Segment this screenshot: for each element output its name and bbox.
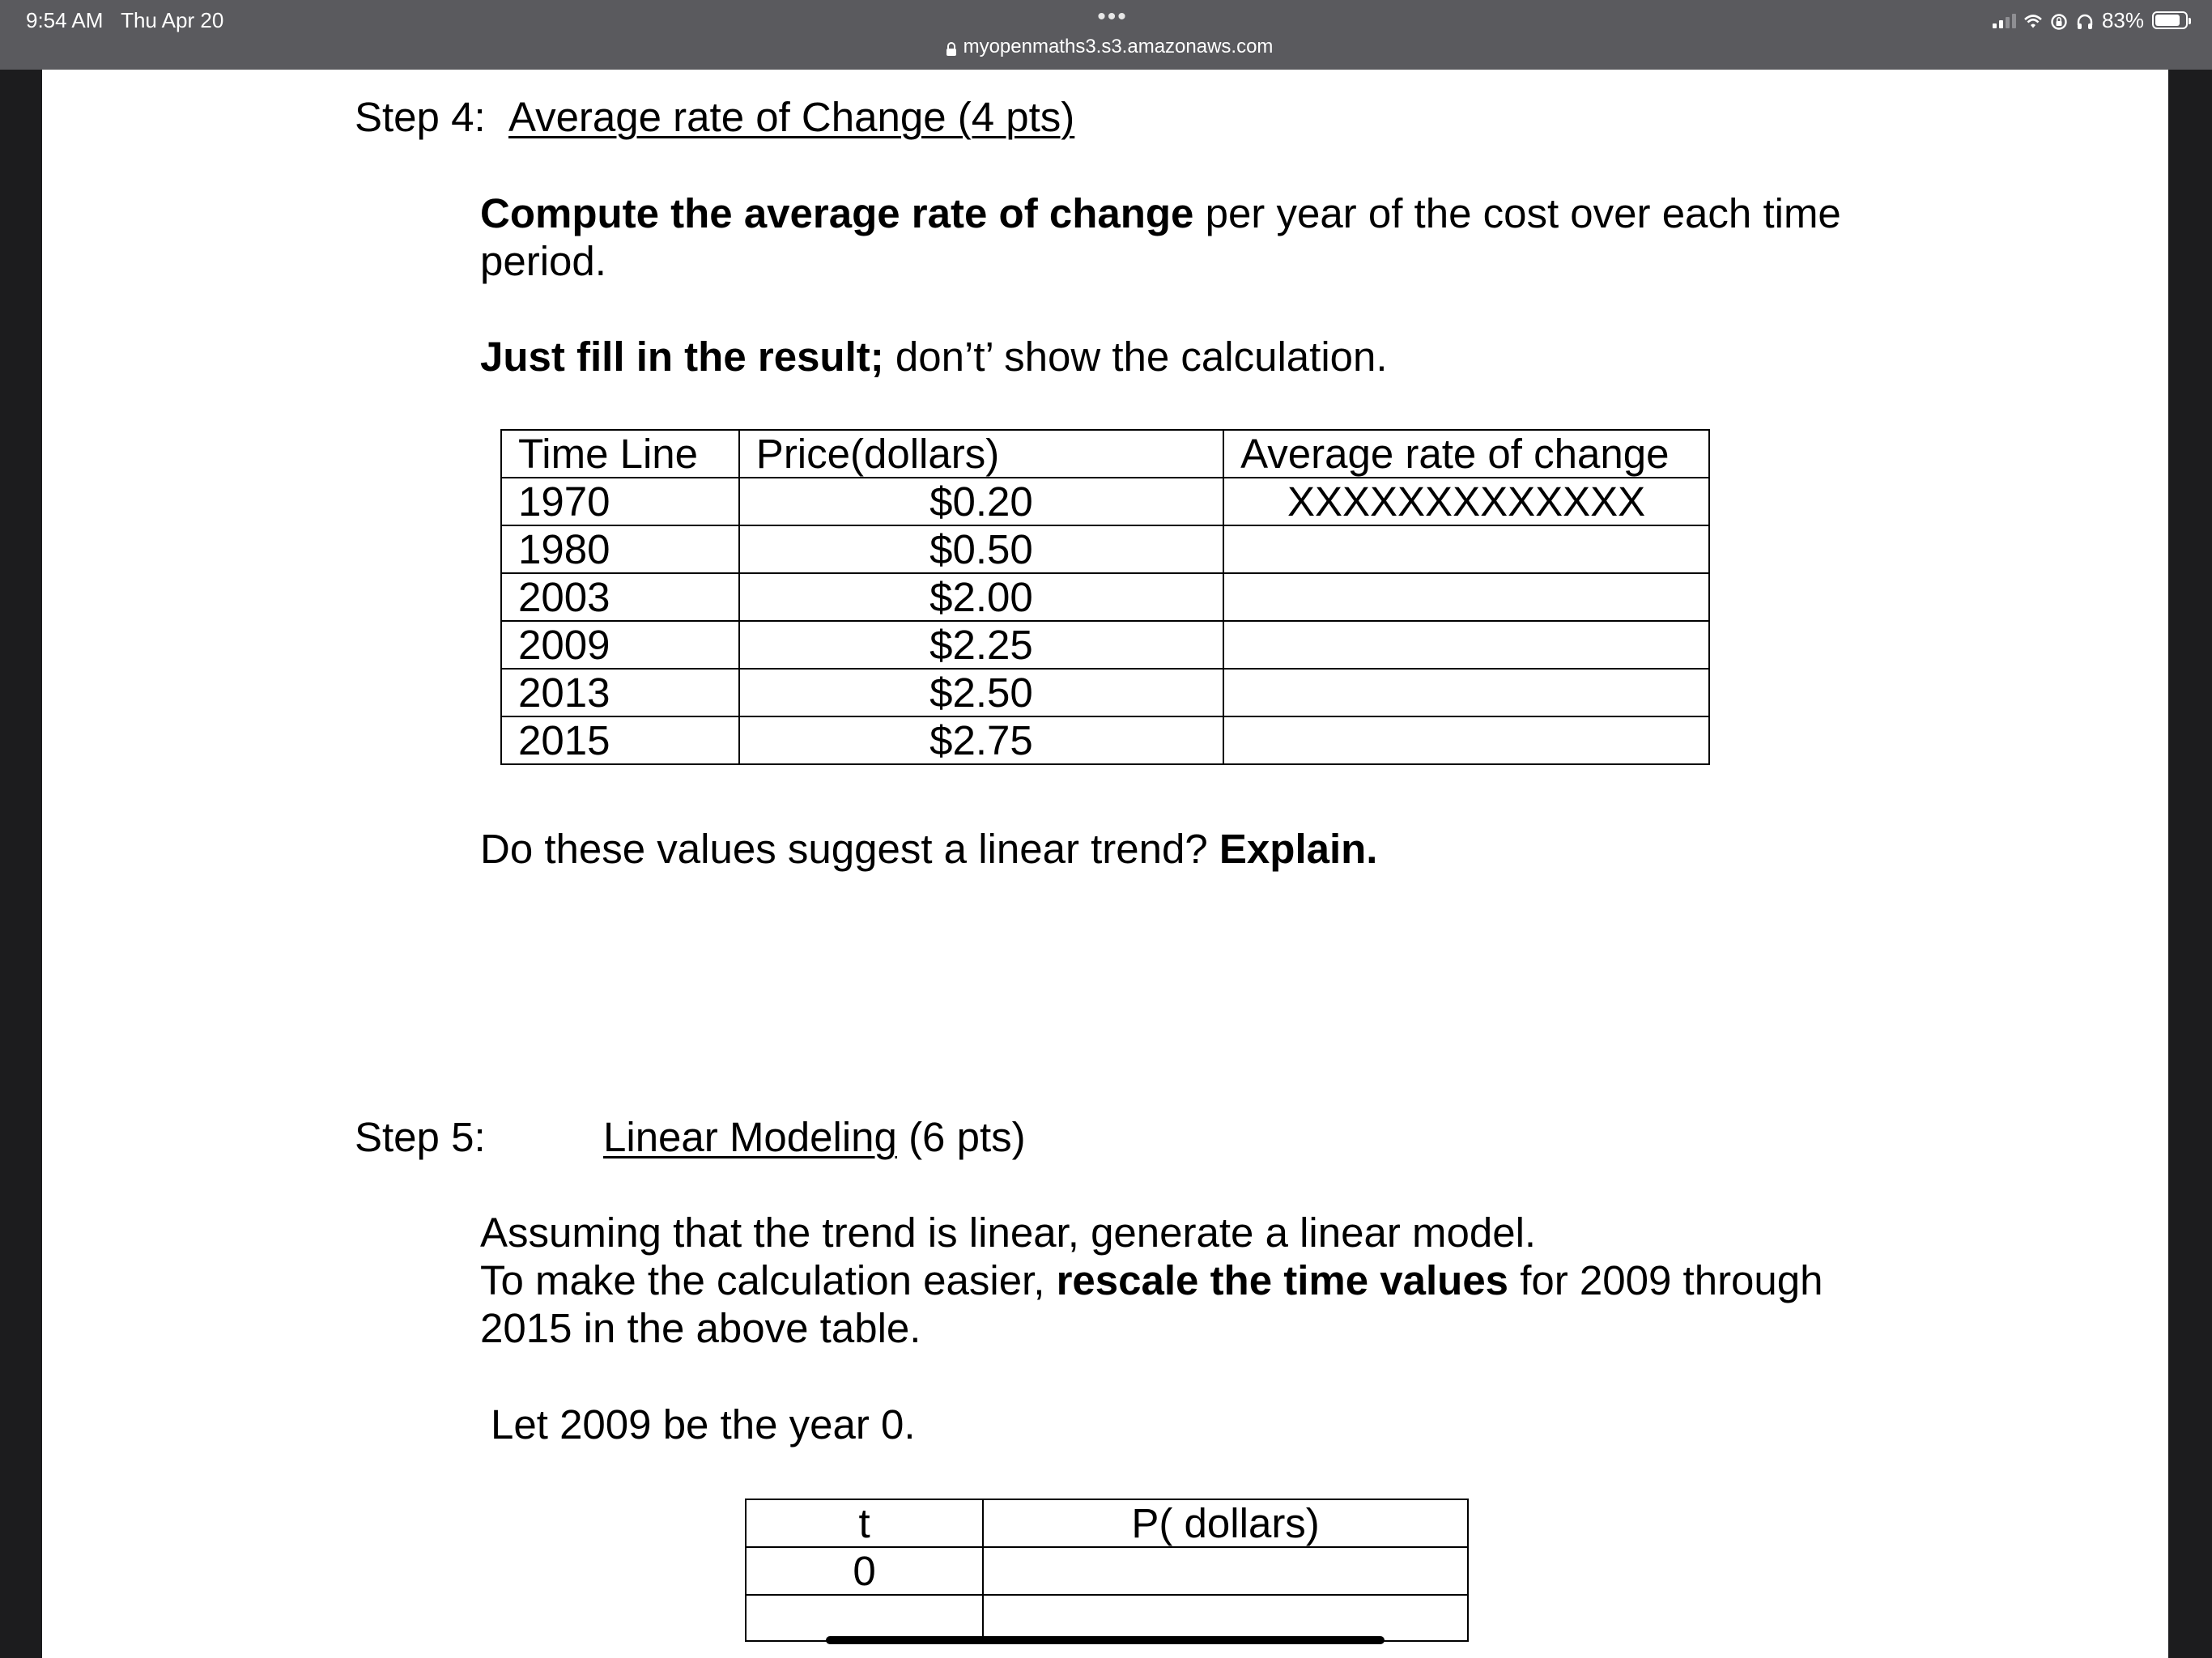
step4-instruction-line2: period. [480,238,606,284]
step4-instruction [480,190,1841,238]
question-bold: Explain. [1219,826,1378,872]
price-cell: $2.75 [739,716,1223,764]
year-cell: 2003 [501,573,739,621]
step5-heading [603,1114,1026,1162]
price-cell: $2.25 [739,621,1223,669]
headphones-icon [2076,11,2094,29]
step5-label: Step 5: [355,1114,486,1160]
table-header-row [746,1499,1468,1547]
price-cell: $2.50 [739,669,1223,716]
url-text: myopenmaths3.s3.amazonaws.com [963,36,1274,57]
rate-cell [1223,621,1709,669]
url-bar[interactable] [939,32,1279,62]
rescaled-time-table [745,1499,1469,1642]
year-cell: 2015 [501,716,739,764]
table-row [501,669,1709,716]
step4-fill-note [480,334,1388,381]
price-cell: $0.50 [739,525,1223,573]
step4-label: Step 4: [355,94,486,140]
status-time: 9:54 AM [26,8,104,32]
step4-title: Average rate of Change (4 pts) [508,94,1075,140]
cellular-signal-icon [1993,12,2016,28]
rate-of-change-table [500,429,1710,765]
step4-heading [355,94,1074,142]
step5-points: (6 pts) [896,1114,1026,1160]
line2-post: for 2009 through [1508,1257,1823,1303]
header-t: t [746,1499,983,1547]
more-dots-icon[interactable]: ••• [1097,3,1128,30]
lock-icon [946,40,957,54]
linear-trend-question [480,826,1377,874]
fill-note-bold: Just fill in the result; [480,334,884,380]
table-row [746,1547,1468,1595]
line2-pre: To make the calculation easier, [480,1257,1057,1303]
status-bar [0,0,2212,70]
t-cell: 0 [746,1547,983,1595]
header-time-line: Time Line [501,430,739,478]
p-cell [983,1547,1468,1595]
battery-icon [2152,11,2188,29]
instruction-bold: Compute the average rate of change [480,190,1194,236]
header-price: Price(dollars) [739,430,1223,478]
table-row [501,716,1709,764]
table-header-row [501,430,1709,478]
header-average-rate: Average rate of change [1223,430,1709,478]
instruction-rest: per year of the cost over each time [1193,190,1841,236]
let-year-zero: Let 2009 be the year 0. [491,1401,916,1448]
document-page [42,70,2168,1658]
price-cell: $0.20 [739,478,1223,525]
p-cell [983,1595,1468,1641]
year-cell: 1980 [501,525,739,573]
step5-title: Linear Modeling [603,1114,897,1160]
home-indicator[interactable] [826,1636,1385,1644]
year-cell: 1970 [501,478,739,525]
rate-cell [1223,669,1709,716]
year-cell: 2013 [501,669,739,716]
line2-bold: rescale the time values [1056,1257,1509,1303]
table-row [501,478,1709,525]
price-cell: $2.00 [739,573,1223,621]
wifi-icon [2024,11,2042,29]
orientation-lock-icon [2050,11,2068,29]
year-cell: 2009 [501,621,739,669]
rate-cell [1223,716,1709,764]
header-p-dollars: P( dollars) [983,1499,1468,1547]
table-row [501,621,1709,669]
question-text: Do these values suggest a linear trend? [480,826,1219,872]
status-time-date [26,8,223,33]
step5-line1: Assuming that the trend is linear, generate a linear model. [480,1209,1537,1256]
table-row [746,1595,1468,1641]
rate-cell: XXXXXXXXXXXXX [1223,478,1709,525]
step5-line2 [480,1257,1823,1305]
table-row [501,573,1709,621]
status-date: Thu Apr 20 [121,8,224,32]
battery-percent: 83% [2101,7,2144,32]
table-row [501,525,1709,573]
rate-cell [1223,525,1709,573]
status-indicators [1993,6,2188,34]
step5-line3: 2015 in the above table. [480,1305,921,1351]
rate-cell [1223,573,1709,621]
fill-note-rest: don’t’ show the calculation. [883,334,1388,380]
t-cell [746,1595,983,1641]
